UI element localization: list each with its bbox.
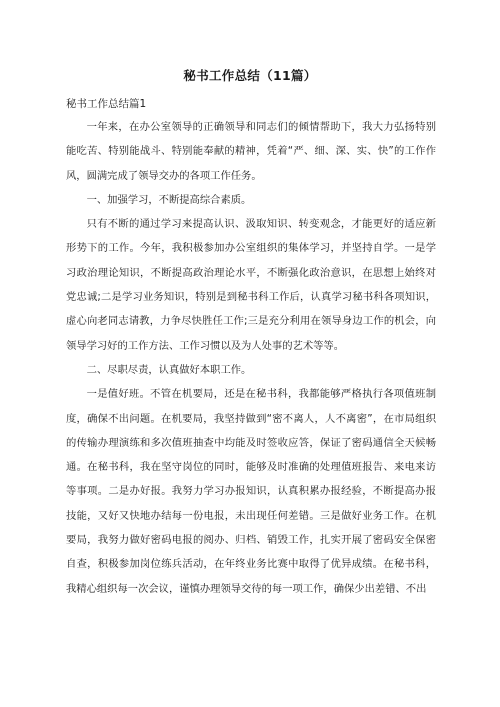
- document-title: 秘书工作总结（11篇）: [183, 68, 317, 83]
- document-body: [66, 115, 436, 601]
- section-subtitle: 秘书工作总结篇1: [66, 98, 147, 110]
- paragraph-duties: 一是值好班。不管在机要局，还是在秘书科，我都能够严格执行各项值班制度，确保不出问题。在机要局，我坚持做到“密不离人，人不离密”，在市局组织的传输办理演练和多次值班抽查中均能及时签收应答，保证了密码通信全天候畅通。在秘书科，我在坚守岗位的同时，能够及时准确的处理值班报告、来电来访等事项。二是办好报。我努力学习办报知识，认真积累办报经验，不断提高办报技能，又好又快地办结每一份电报，未出现任何差错。三是做好业务工作。在机要局，我努力做好密码电报的阅办、归档、销毁工作，扎实开展了密码安全保密自查，积极参加岗位练兵活动，在年终业务比赛中取得了优异成绩。在秘书科，我精心组织每一次会议，谨慎办理领导交待的每一项工作，确保少出差错、不出: [66, 388, 436, 595]
- paragraph-study: 只有不断的通过学习来提高认识、汲取知识、转变观念，才能更好的适应新形势下的工作。今年，我积极参加办公室组织的集体学习，并坚持自学。一是学习政治理论知识，不断提高政治理论水平，不断强化政治意识，在思想上始终对党忠诚;二是学习业务知识，特别是到秘书科工作后，认真学习秘书科各项知识，虚心向老同志请教，力争尽快胜任工作;三是充分利用在领导身边工作的机会，向领导学习好的工作方法、工作习惯以及为人处事的艺术等等。: [66, 218, 436, 352]
- paragraph-intro: 一年来，在办公室领导的正确领导和同志们的倾情帮助下，我大力弘扬特别能吃苦、特别能战斗、特别能奉献的精神，凭着“严、细、深、实、快”的工作作风，圆满完成了领导交办的各项工作任务。: [66, 121, 436, 182]
- section-heading-2: 二、尽职尽责，认真做好本职工作。: [86, 363, 252, 376]
- section-heading-1: 一、加强学习，不断提高综合素质。: [86, 193, 252, 206]
